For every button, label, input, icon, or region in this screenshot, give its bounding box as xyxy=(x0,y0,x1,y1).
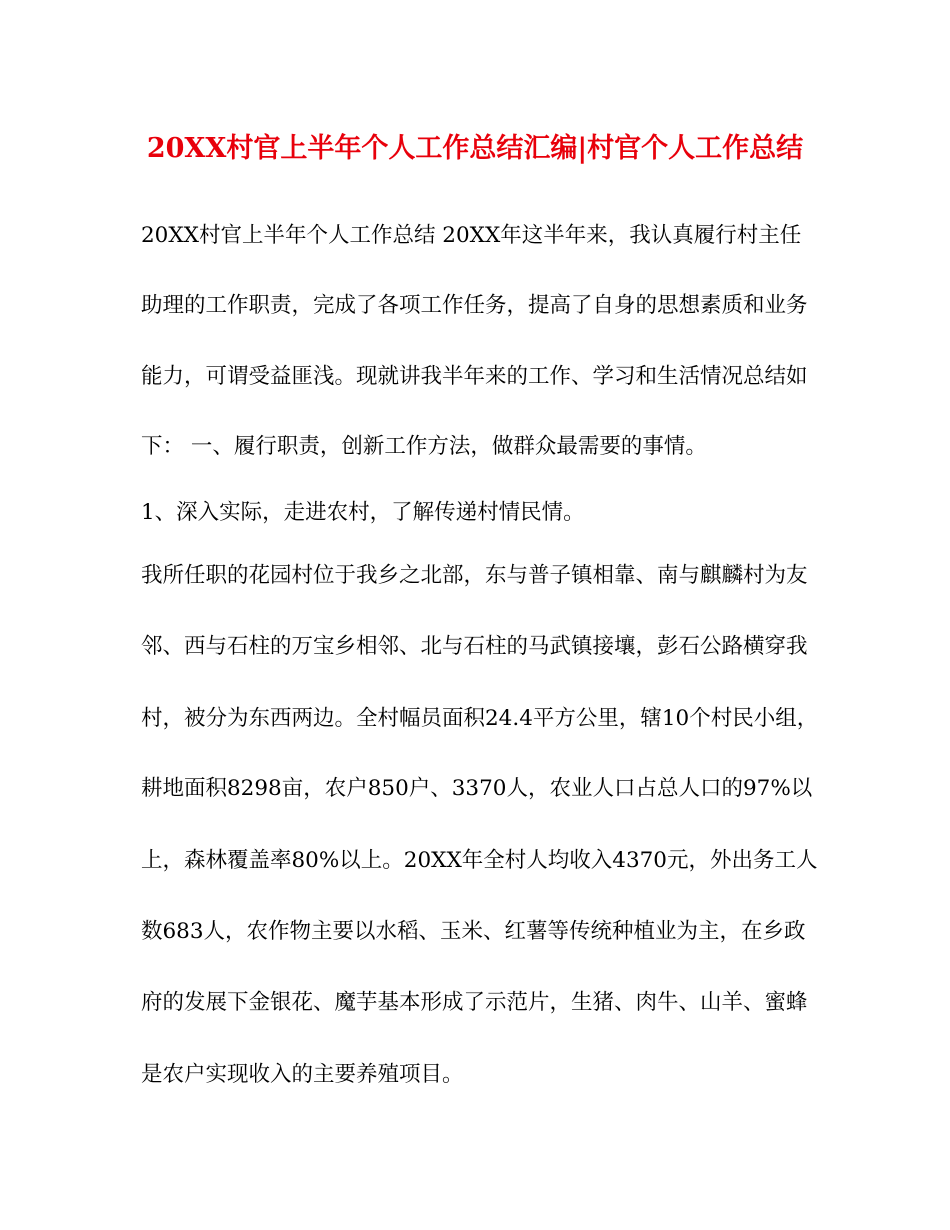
paragraph-line-6: 我所任职的花园村位于我乡之北部，东与普子镇相靠、南与麒麟村为友 xyxy=(141,563,808,588)
paragraph-line-9: 耕地面积8298亩，农户850户、3370人，农业人口占总人口的97%以 xyxy=(141,776,813,801)
paragraph-line-10: 上，森林覆盖率80%以上。20XX年全村人均收入4370元，外出务工人 xyxy=(141,848,818,873)
section-heading-line: 1、深入实际，走进农村，了解传递村情民情。 xyxy=(141,500,585,525)
paragraph-line-3: 能力，可谓受益匪浅。现就讲我半年来的工作、学习和生活情况总结如 xyxy=(141,364,808,389)
paragraph-line-8: 村，被分为东西两边。全村幅员面积24.4平方公里，辖10个村民小组， xyxy=(141,706,819,731)
paragraph-line-13: 是农户实现收入的主要养殖项目。 xyxy=(141,1062,464,1087)
paragraph-line-2: 助理的工作职责，完成了各项工作任务，提高了自身的思想素质和业务 xyxy=(141,293,808,318)
document-title: 20XX村官上半年个人工作总结汇编|村官个人工作总结 xyxy=(146,133,804,164)
paragraph-line-12: 府的发展下金银花、魔芋基本形成了示范片，生猪、肉牛、山羊、蜜蜂 xyxy=(141,990,808,1015)
paragraph-line-4: 下： 一、履行职责，创新工作方法，做群众最需要的事情。 xyxy=(141,434,707,459)
paragraph-line-11: 数683人，农作物主要以水稻、玉米、红薯等传统种植业为主，在乡政 xyxy=(141,919,806,944)
paragraph-line-7: 邻、西与石柱的万宝乡相邻、北与石柱的马武镇接壤，彭石公路横穿我 xyxy=(141,634,808,659)
paragraph-line-1: 20XX村官上半年个人工作总结 20XX年这半年来，我认真履行村主任 xyxy=(141,223,802,248)
